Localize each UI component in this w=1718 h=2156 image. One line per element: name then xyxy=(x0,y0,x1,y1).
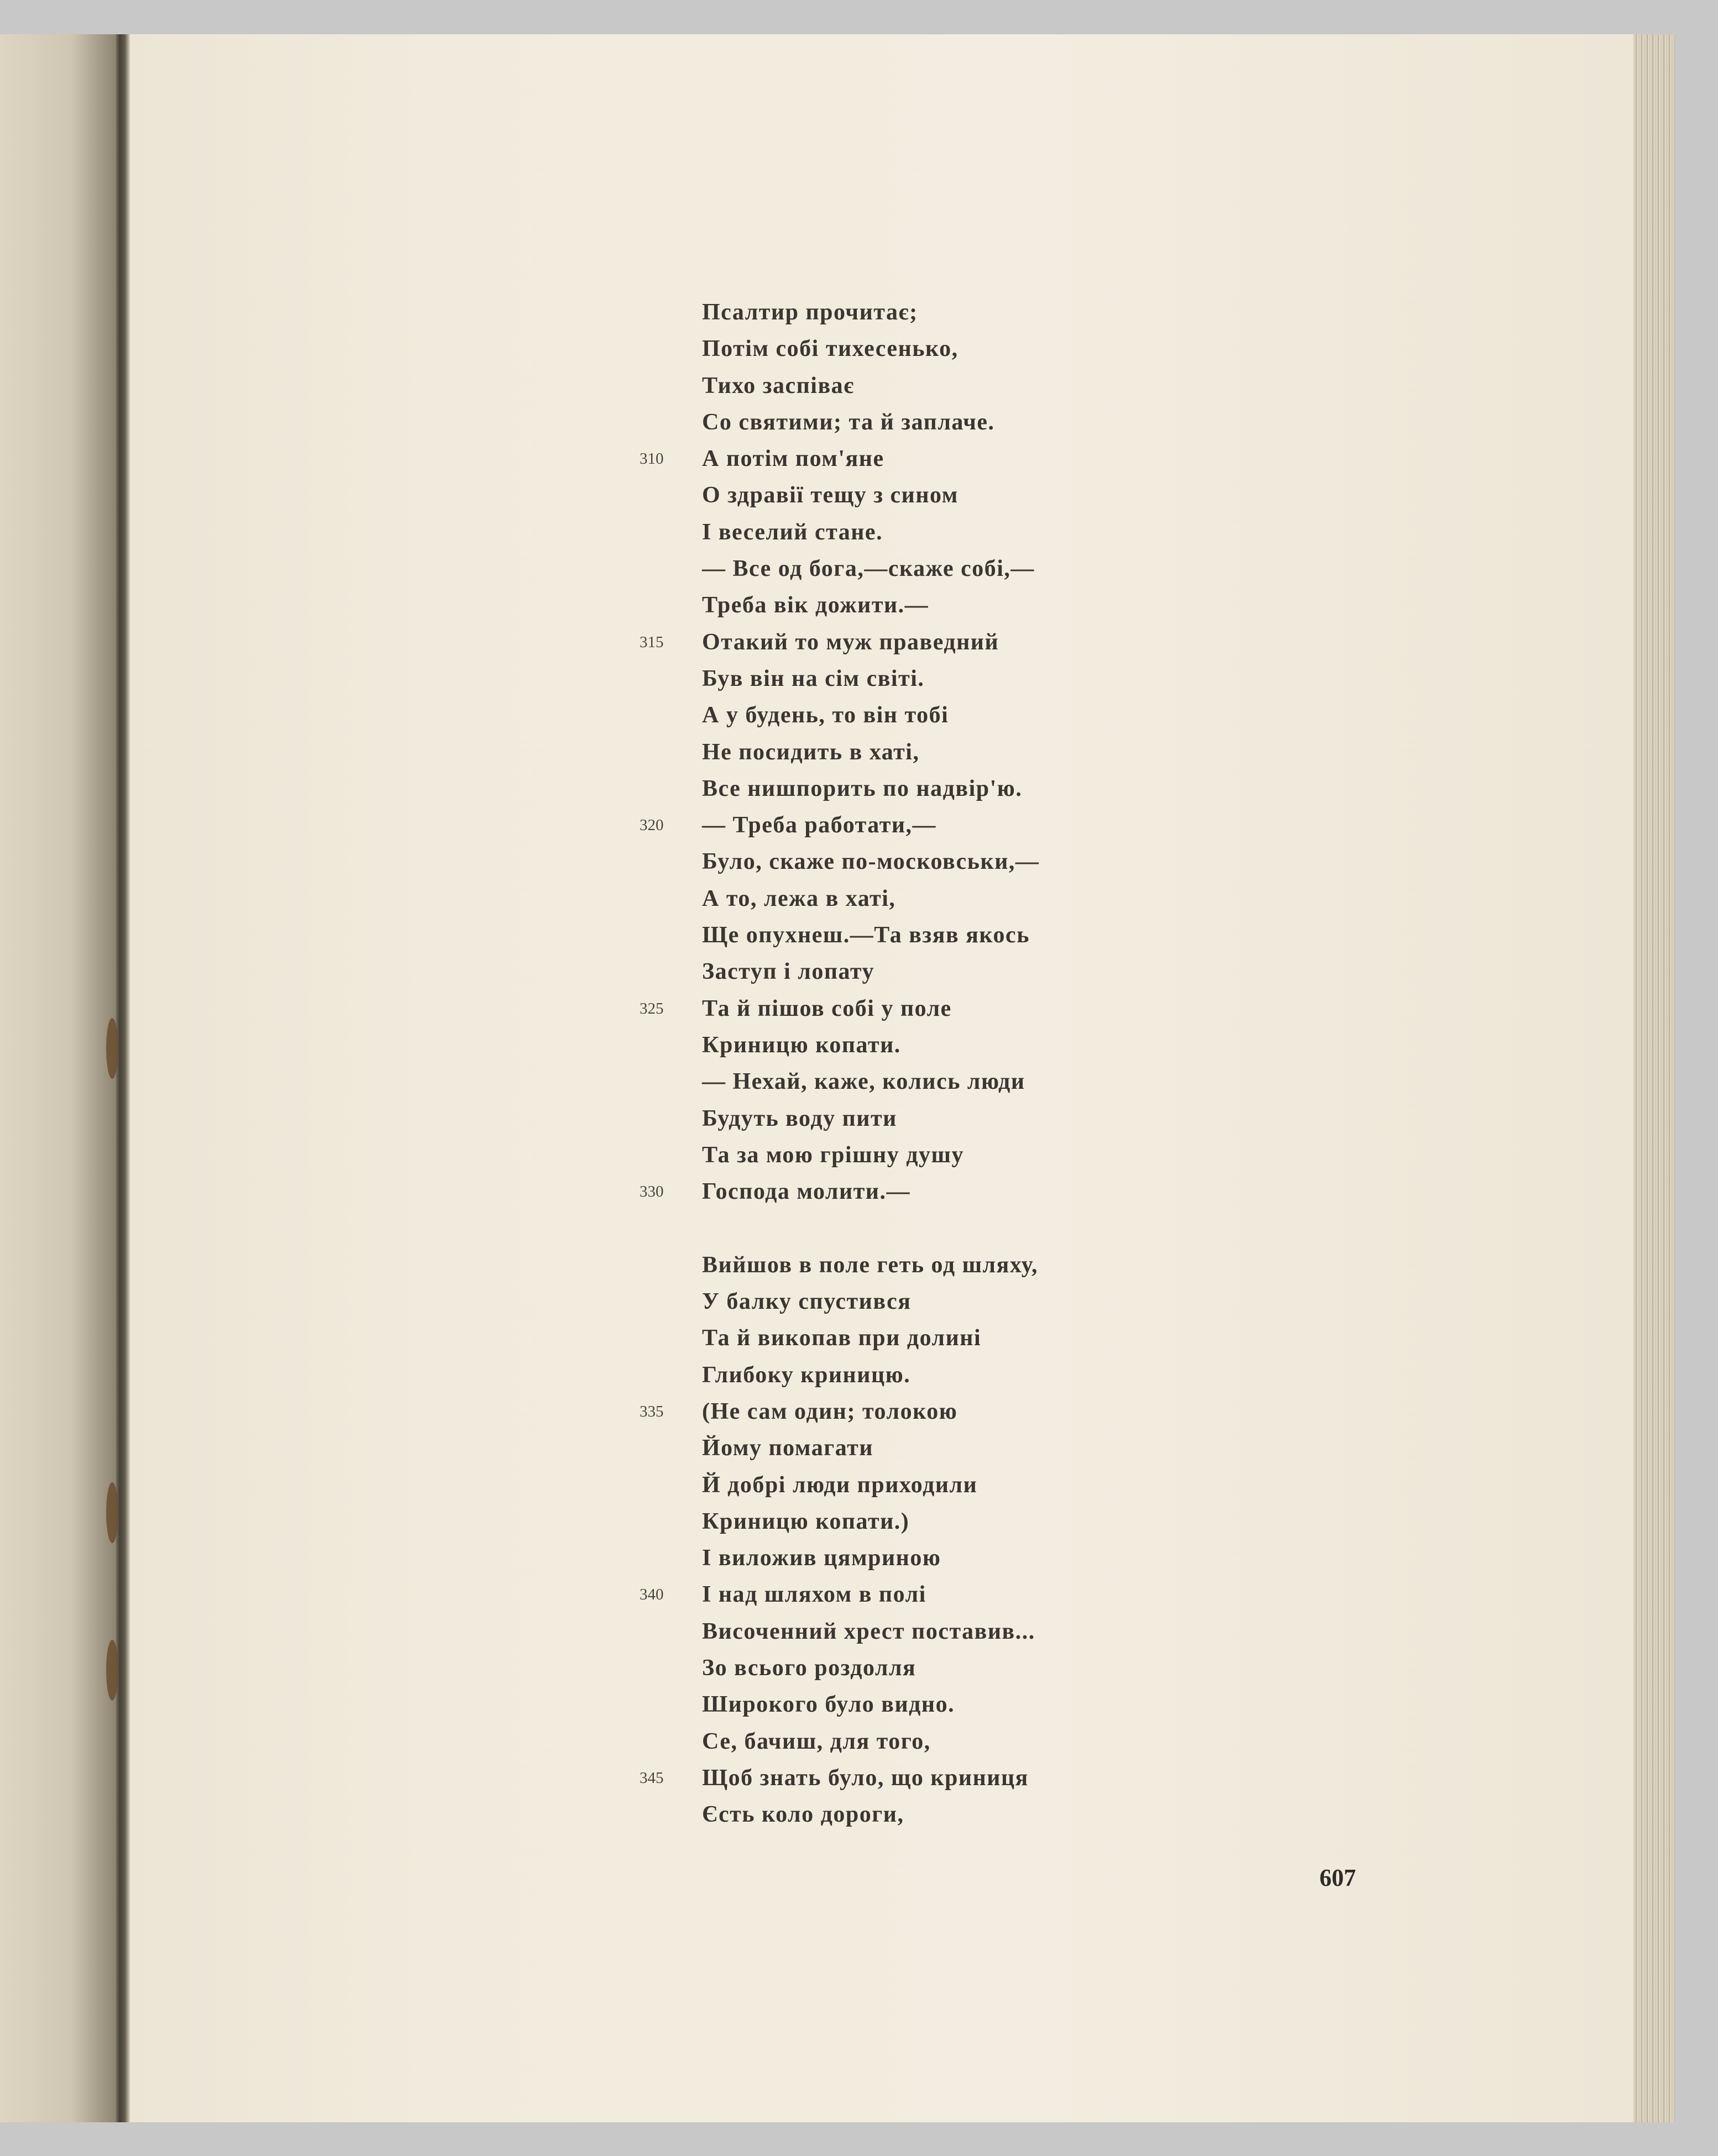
verse-text: Господа молити.— xyxy=(702,1179,911,1205)
verse-text: Та й викопав при долині xyxy=(702,1325,982,1351)
verse-line xyxy=(702,1503,1039,1540)
line-number: 320 xyxy=(640,816,664,835)
stanza-break xyxy=(702,1210,1039,1246)
verse-text: Був він на сім світі. xyxy=(702,665,925,691)
verse-line xyxy=(702,404,1039,440)
verse-text: Ще опухнеш.—Та взяв якось xyxy=(702,922,1030,948)
verse-line xyxy=(702,514,1039,550)
poem-verse xyxy=(640,294,1040,1833)
verse-line xyxy=(702,1686,1039,1723)
verse-text: — Треба работати,— xyxy=(702,812,937,838)
scanned-book-spread xyxy=(0,34,1675,2122)
verse-line xyxy=(702,1027,1039,1063)
verse-line xyxy=(640,440,1039,477)
verse-text: Широкого було видно. xyxy=(702,1692,955,1718)
verse-text: Було, скаже по-московськи,— xyxy=(702,849,1040,875)
binding-stain xyxy=(106,1018,118,1079)
verse-line xyxy=(702,1650,1039,1686)
verse-text: О здравії тещу з сином xyxy=(702,482,958,508)
line-number: 330 xyxy=(640,1183,664,1201)
verse-line xyxy=(702,1100,1039,1137)
verse-text: Тихо заспіває xyxy=(702,373,855,398)
verse-line xyxy=(702,1247,1039,1283)
verse-text: Та й пішов собі у поле xyxy=(702,995,952,1021)
verse-line xyxy=(640,1760,1039,1796)
verse-line xyxy=(702,1283,1039,1320)
verse-text: Вийшов в поле геть од шляху, xyxy=(702,1252,1039,1278)
binding-gutter xyxy=(116,34,124,2122)
verse-line xyxy=(702,1613,1039,1650)
line-number: 325 xyxy=(640,999,664,1017)
verse-line xyxy=(702,1063,1039,1100)
verse-line xyxy=(640,1576,1039,1613)
verse-text: — Все од бога,—скаже собі,— xyxy=(702,556,1035,582)
verse-line xyxy=(640,1393,1039,1430)
verse-line xyxy=(702,1320,1039,1356)
line-number: 340 xyxy=(640,1586,664,1604)
binding-stain xyxy=(106,1482,118,1543)
verse-text: А у будень, то він тобі xyxy=(702,702,949,728)
verse-line xyxy=(702,697,1039,733)
verse-line xyxy=(702,1137,1039,1173)
binding-stain xyxy=(106,1640,118,1701)
verse-line xyxy=(702,734,1039,770)
verse-line xyxy=(702,770,1039,807)
verse-line xyxy=(702,880,1039,917)
line-number: 345 xyxy=(640,1769,664,1787)
verse-text: Височенний хрест поставив... xyxy=(702,1618,1035,1644)
line-number: 315 xyxy=(640,633,664,651)
verse-text: Та за мою грішну душу xyxy=(702,1142,964,1168)
verse-text: Глибоку криницю. xyxy=(702,1362,911,1388)
verse-text: Йому помагати xyxy=(702,1435,874,1461)
verse-text: А то, лежа в хаті, xyxy=(702,885,896,911)
verse-text: Щоб знать було, що криниця xyxy=(702,1765,1029,1791)
verse-line xyxy=(702,1540,1039,1576)
verse-text: Отакий то муж праведний xyxy=(702,629,999,655)
verse-text: Будуть воду пити xyxy=(702,1105,897,1131)
line-number: 310 xyxy=(640,450,664,468)
verse-line xyxy=(702,660,1039,697)
verse-text: А потім пом'яне xyxy=(702,446,884,472)
line-number: 335 xyxy=(640,1402,664,1420)
verse-text: У балку спустився xyxy=(702,1289,912,1315)
verse-text: Все нишпорить по надвір'ю. xyxy=(702,775,1023,801)
verse-line xyxy=(702,587,1039,623)
verse-text: Єсть коло дороги, xyxy=(702,1802,904,1828)
verse-line xyxy=(702,1357,1039,1393)
verse-line xyxy=(702,1796,1039,1833)
verse-text: Со святими; та й заплаче. xyxy=(702,409,995,435)
verse-line xyxy=(640,1173,1039,1210)
left-page-edge xyxy=(0,34,130,2122)
verse-text: (Не сам один; толокою xyxy=(702,1398,958,1424)
verse-text: І над шляхом в полі xyxy=(702,1582,926,1608)
verse-text: Й добрі люди приходили xyxy=(702,1472,978,1498)
verse-text: Потім собі тихесенько, xyxy=(702,336,958,362)
verse-text: Не посидить в хаті, xyxy=(702,739,920,765)
verse-line xyxy=(702,331,1039,367)
verse-line xyxy=(702,843,1039,880)
verse-line xyxy=(702,294,1039,331)
verse-line xyxy=(702,1723,1039,1760)
verse-text: — Нехай, каже, колись люди xyxy=(702,1069,1025,1095)
verse-line xyxy=(702,550,1039,587)
verse-text: Криницю копати. xyxy=(702,1032,901,1058)
verse-text: Треба вік дожити.— xyxy=(702,592,929,618)
verse-text: Криницю копати.) xyxy=(702,1508,910,1534)
verse-text: І виложив цямриною xyxy=(702,1545,941,1571)
verse-text: Се, бачиш, для того, xyxy=(702,1728,931,1754)
verse-line xyxy=(640,807,1039,843)
verse-line xyxy=(702,368,1039,404)
verse-text: Заступ і лопату xyxy=(702,959,875,985)
verse-line xyxy=(640,990,1039,1027)
verse-line xyxy=(702,1467,1039,1503)
verse-text: І веселий стане. xyxy=(702,519,883,545)
verse-text: Псалтир прочитає; xyxy=(702,300,918,325)
page-stack-edge xyxy=(1633,34,1675,2122)
book-page xyxy=(130,34,1633,2122)
verse-line xyxy=(702,917,1039,953)
verse-line xyxy=(640,624,1039,660)
page-number: 607 xyxy=(1319,1864,1356,1891)
verse-line xyxy=(702,953,1039,990)
verse-line xyxy=(702,1430,1039,1466)
verse-text: Зо всього роздолля xyxy=(702,1655,916,1681)
verse-line xyxy=(702,477,1039,513)
